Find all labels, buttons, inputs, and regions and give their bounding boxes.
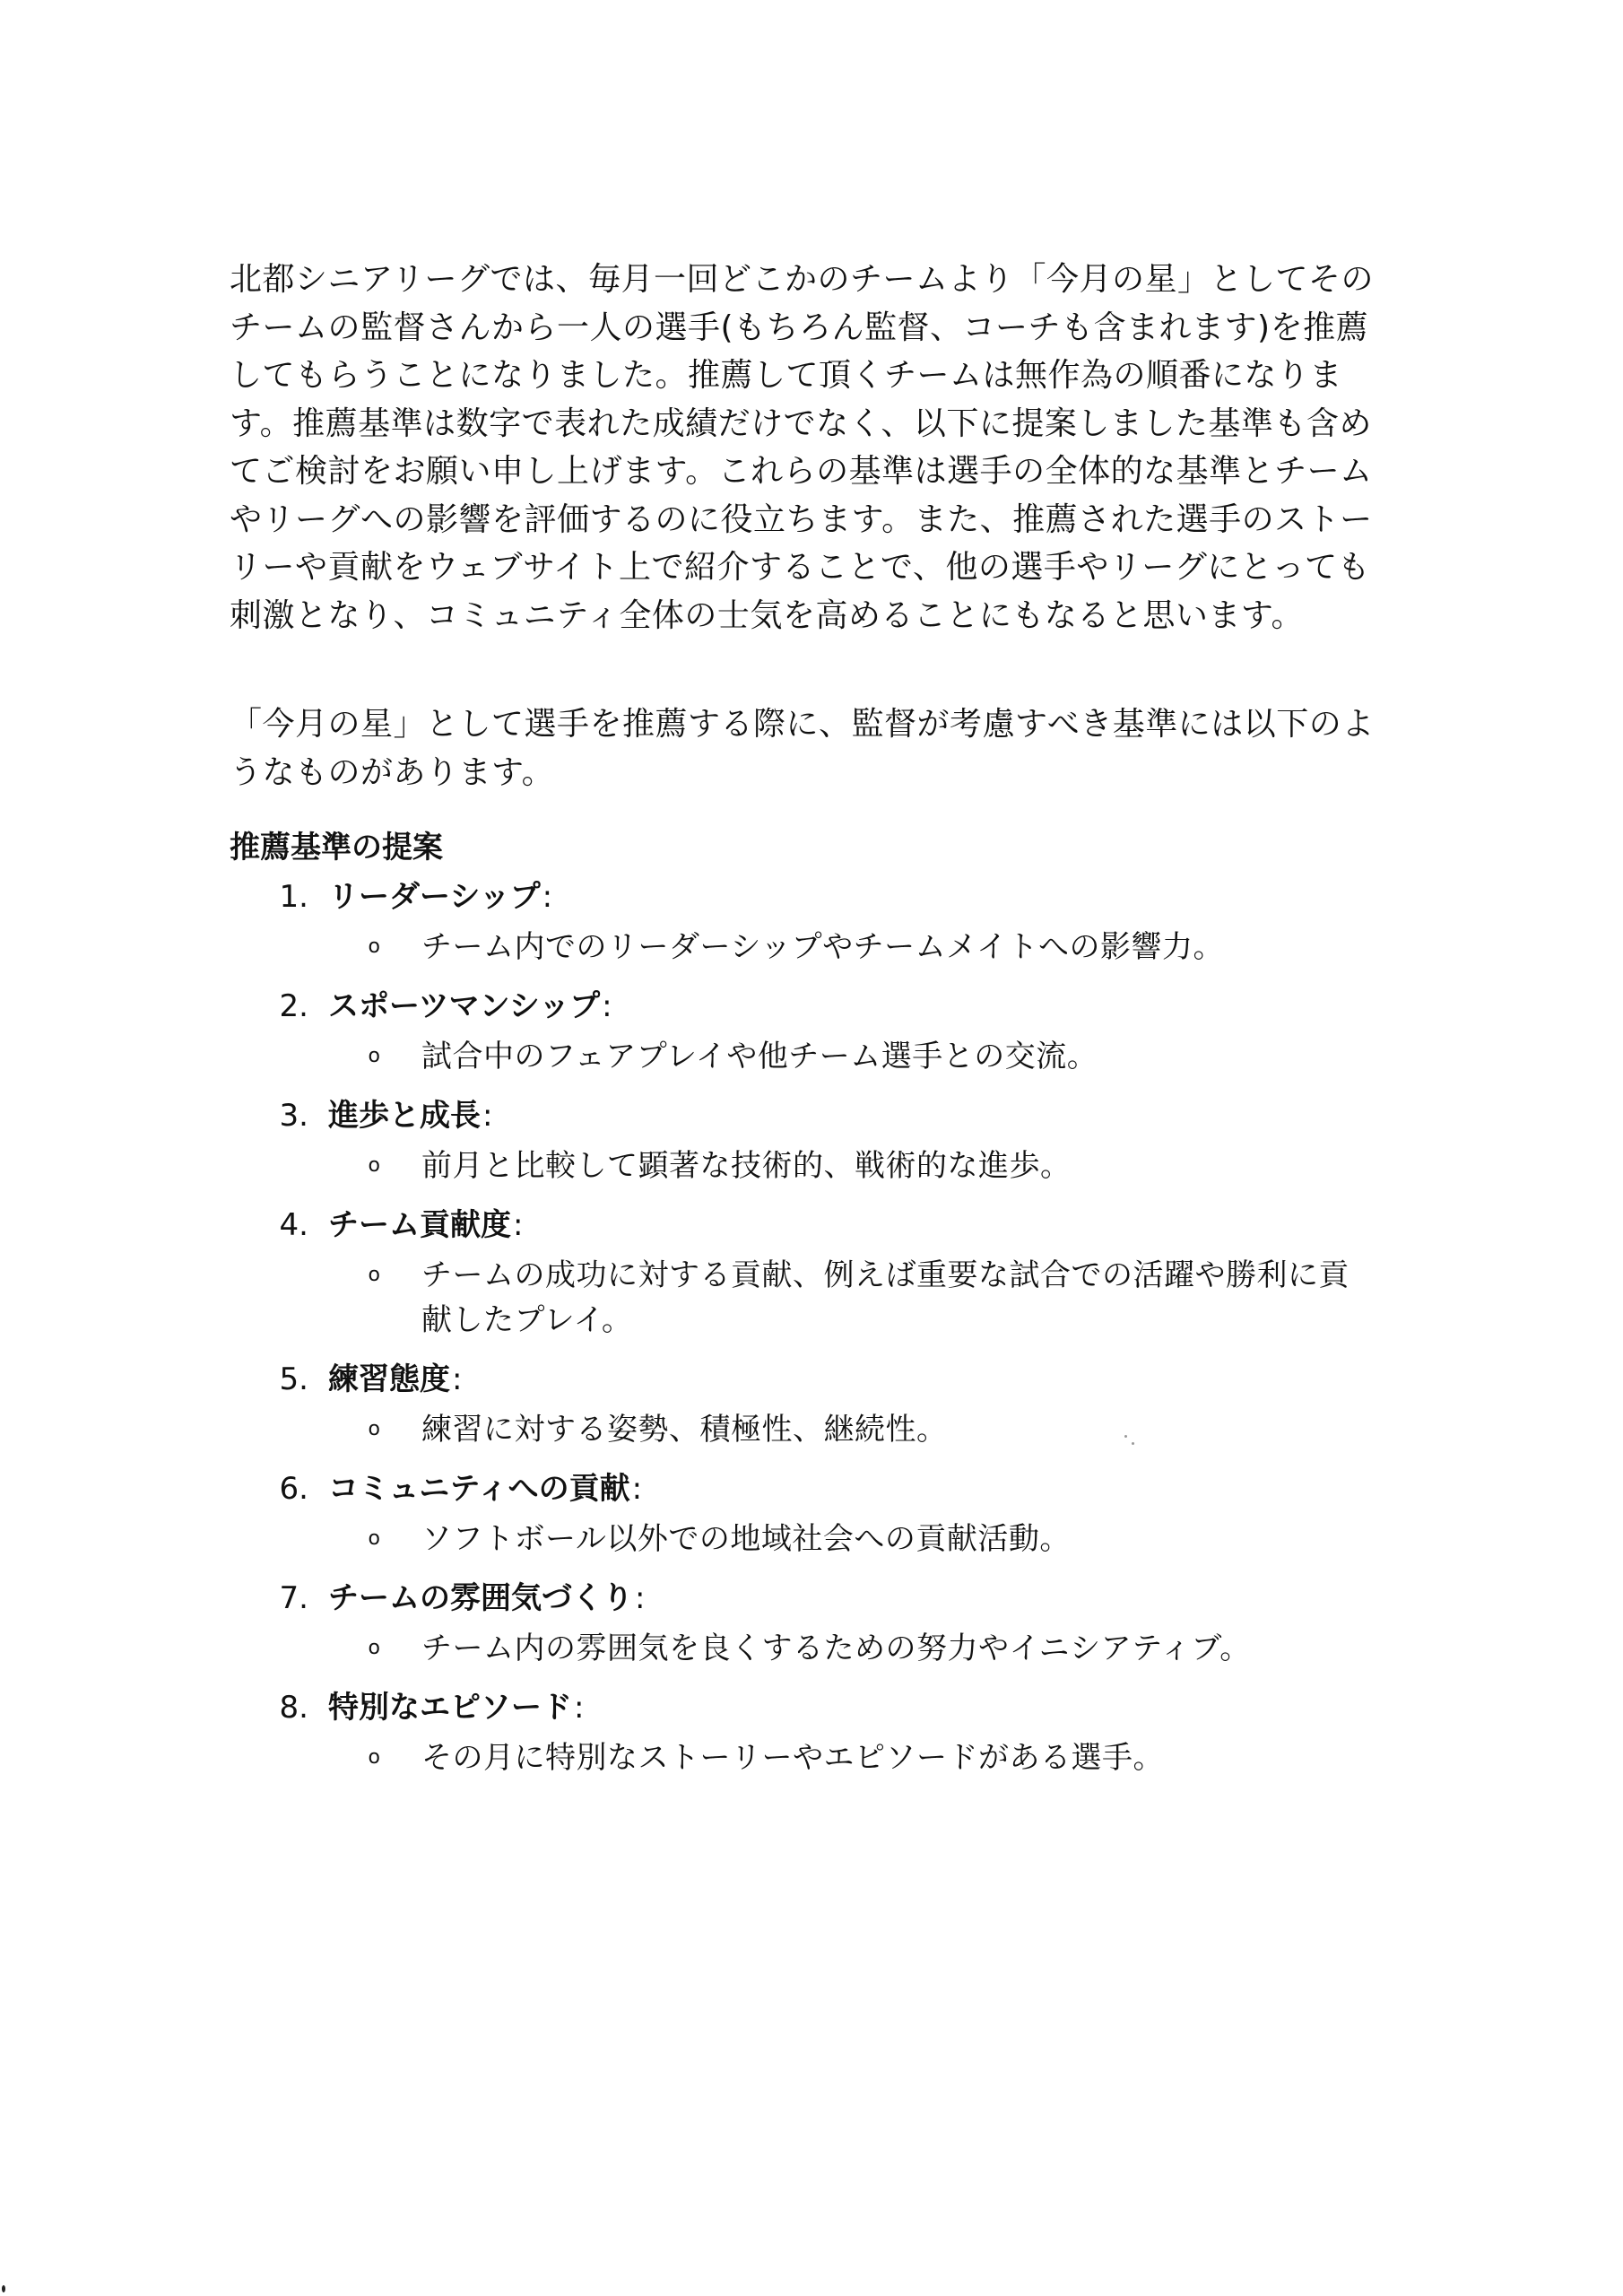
criteria-item-title: [230, 1093, 1395, 1138]
criteria-colon: :: [513, 1207, 524, 1243]
criteria-number: 6.: [279, 1471, 308, 1507]
criteria-description: チーム内の雰囲気を良くするための努力やイニシアティブ。: [421, 1631, 1251, 1666]
criteria-number: 3.: [279, 1098, 308, 1134]
hollow-bullet-icon: o: [368, 935, 380, 958]
hollow-bullet-icon: o: [368, 1527, 380, 1550]
criteria-number: 5.: [279, 1361, 308, 1397]
criteria-colon: :: [452, 1361, 463, 1397]
criteria-item: [230, 1357, 1395, 1452]
scan-speck: [1132, 1442, 1134, 1445]
criteria-heading: 推薦基準の提案: [230, 830, 443, 865]
criteria-item-title: [230, 984, 1395, 1029]
criteria-item-title: [230, 874, 1395, 919]
hollow-bullet-icon: o: [368, 1045, 380, 1067]
hollow-bullet-icon: o: [368, 1746, 380, 1769]
criteria-colon: :: [482, 1098, 493, 1134]
criteria-item: [230, 1093, 1395, 1188]
criteria-description-row: [230, 1144, 1395, 1188]
criteria-description: 前月と比較して顕著な技術的、戦術的な進歩。: [421, 1148, 1072, 1184]
criteria-description-row: [230, 1407, 1395, 1452]
criteria-number: 4.: [279, 1207, 308, 1243]
criteria-title: スポーツマンシップ: [328, 988, 601, 1024]
criteria-description-row: [230, 1626, 1395, 1671]
criteria-title: 練習態度: [328, 1361, 450, 1397]
criteria-description-row: [230, 1034, 1395, 1079]
criteria-list: [230, 874, 1395, 1795]
criteria-title: 特別なエピソード: [328, 1690, 572, 1726]
criteria-description: 試合中のフェアプレイや他チーム選手との交流。: [421, 1039, 1098, 1074]
criteria-item: [230, 1685, 1395, 1780]
criteria-description: チームの成功に対する貢献、例えば重要な試合での活躍や勝利に貢献したプレイ。: [421, 1257, 1350, 1338]
hollow-bullet-icon: o: [368, 1264, 380, 1286]
criteria-colon: :: [542, 879, 553, 915]
criteria-description-row: [230, 1253, 1395, 1343]
criteria-title: リーダーシップ: [328, 879, 541, 915]
hollow-bullet-icon: o: [368, 1154, 380, 1177]
criteria-colon: :: [635, 1580, 646, 1616]
criteria-item-title: [230, 1357, 1395, 1402]
criteria-colon: :: [631, 1471, 643, 1507]
criteria-description-row: [230, 925, 1395, 970]
criteria-description-row: [230, 1735, 1395, 1780]
criteria-number: 2.: [279, 988, 308, 1024]
criteria-title: 進歩と成長: [328, 1098, 481, 1134]
criteria-item: [230, 1576, 1395, 1671]
criteria-description: チーム内でのリーダーシップやチームメイトへの影響力。: [421, 929, 1224, 965]
criteria-item-title: [230, 1685, 1395, 1730]
criteria-item-title: [230, 1466, 1395, 1511]
criteria-title: コミュニティへの貢献: [328, 1471, 630, 1507]
intro-paragraph: 北都シニアリーグでは、毎月一回どこかのチームより「今月の星」としてそのチームの監督さんから一人の選手(もちろん監督、コーチも含まれます)を推薦してもらうことになりました。推薦して頂くチームは無作為の順番になります。推薦基準は数字で表れた成績だけでなく、以下に提案しました基準も含めてご検討をお願い申し上げます。これらの基準は選手の全体的な基準とチームやリーグへの影響を評価するのに役立ちます。また、推薦された選手のストーリーや貢献をウェブサイト上で紹介することで、他の選手やリーグにとっても刺激となり、コミュニティ全体の士気を高めることにもなると思います。: [230, 261, 1375, 634]
hollow-bullet-icon: o: [368, 1637, 380, 1659]
hollow-bullet-icon: o: [368, 1418, 380, 1440]
criteria-item: [230, 1203, 1395, 1343]
criteria-number: 8.: [279, 1690, 308, 1726]
criteria-description: ソフトボール以外での地域社会への貢献活動。: [421, 1521, 1071, 1557]
criteria-description: その月に特別なストーリーやエピソードがある選手。: [421, 1740, 1164, 1776]
criteria-description: 練習に対する姿勢、積極性、継続性。: [421, 1412, 948, 1448]
criteria-item: [230, 874, 1395, 970]
criteria-item: [230, 1466, 1395, 1561]
criteria-number: 7.: [279, 1580, 308, 1616]
criteria-title: チームの雰囲気づくり: [328, 1580, 633, 1616]
second-paragraph: 「今月の星」として選手を推薦する際に、監督が考慮すべき基準には以下のようなものがあります。: [230, 706, 1375, 791]
criteria-title: チーム貢献度: [328, 1207, 511, 1243]
criteria-colon: :: [602, 988, 612, 1024]
criteria-colon: :: [574, 1690, 585, 1726]
criteria-number: 1.: [279, 879, 308, 915]
criteria-item: [230, 984, 1395, 1079]
scan-edge-mark: [2, 2285, 5, 2292]
criteria-description-row: [230, 1517, 1395, 1561]
scan-speck: [1124, 1435, 1127, 1438]
criteria-item-title: [230, 1576, 1395, 1621]
criteria-item-title: [230, 1203, 1395, 1248]
